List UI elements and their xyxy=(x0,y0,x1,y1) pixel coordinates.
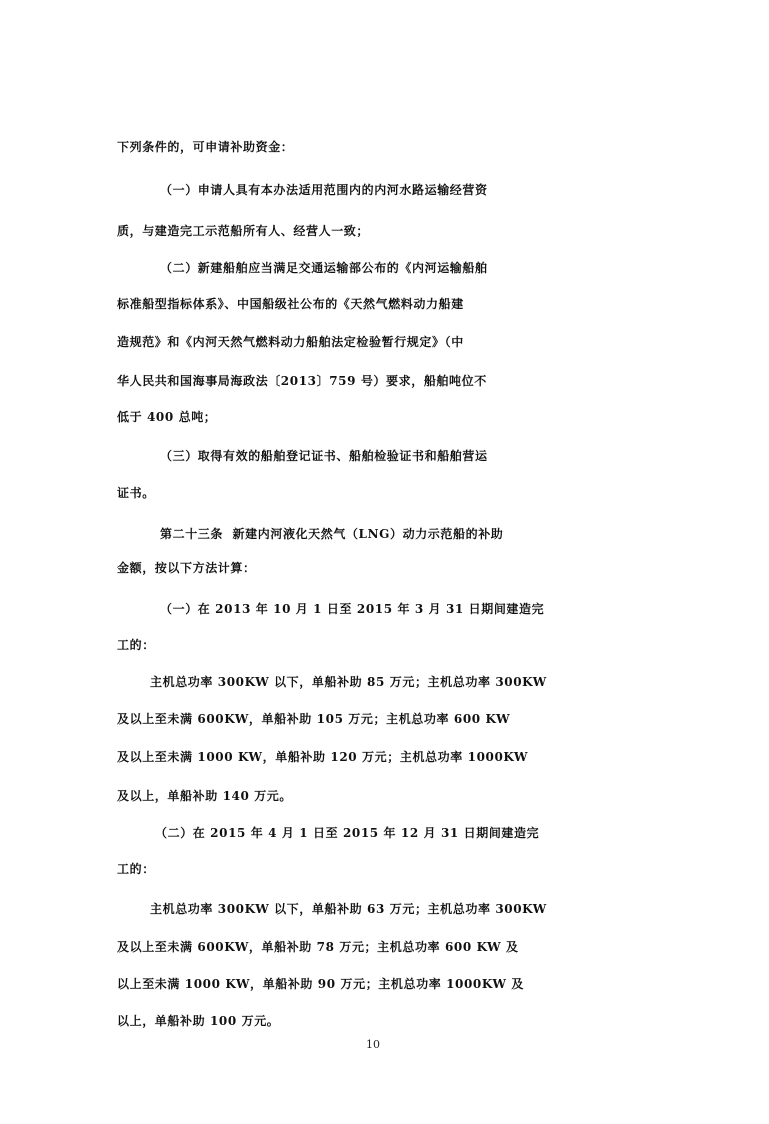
text-line: 主机总功率 300KW 以下，单船补助 85 万元；主机总功率 300KW xyxy=(150,675,547,689)
text-line: 及以上至未满 600KW，单船补助 78 万元；主机总功率 600 KW 及 xyxy=(117,940,519,954)
text-line: 质，与建造完工示范船所有人、经营人一致； xyxy=(117,224,370,238)
text-line: 工的： xyxy=(117,638,155,652)
text-line: （二）新建船舶应当满足交通运输部公布的《内河运输船舶 xyxy=(160,261,488,275)
text-line: 及以上至未满 1000 KW，单船补助 120 万元；主机总功率 1000KW xyxy=(117,750,529,764)
text-line: （三）取得有效的船舶登记证书、船舶检验证书和船舶营运 xyxy=(160,449,488,463)
text-line: 低于 400 总吨； xyxy=(117,410,217,424)
text-line: 华人民共和国海事局海政法〔2013〕759 号）要求，船舶吨位不 xyxy=(117,374,487,388)
text-line: 工的： xyxy=(117,862,155,876)
text-line: （二）在 2015 年 4 月 1 日至 2015 年 12 月 31 日期间建造完 xyxy=(155,826,540,840)
text-line: （一）在 2013 年 10 月 1 日至 2015 年 3 月 31 日期间建造完 xyxy=(160,602,545,616)
text-line: 及以上至未满 600KW，单船补助 105 万元；主机总功率 600 KW xyxy=(117,712,511,726)
text-line: 以上至未满 1000 KW，单船补助 90 万元；主机总功率 1000KW 及 xyxy=(117,977,524,991)
text-line: 造规范》和《内河天然气燃料动力船舶法定检验暂行规定》（中 xyxy=(117,335,464,349)
text-line: 金额，按以下方法计算： xyxy=(117,561,256,575)
text-line: （一）申请人具有本办法适用范围内的内河水路运输经营资 xyxy=(160,183,488,197)
text-line: 及以上，单船补助 140 万元。 xyxy=(117,789,293,803)
text-line: 标准船型指标体系》、中国船级社公布的《天然气燃料动力船建 xyxy=(117,297,464,311)
text-line: 以上，单船补助 100 万元。 xyxy=(117,1014,280,1028)
text-line: 下列条件的，可申请补助资金： xyxy=(117,140,294,154)
text-line: 主机总功率 300KW 以下，单船补助 63 万元；主机总功率 300KW xyxy=(150,902,547,916)
text-line: 证书。 xyxy=(117,486,155,500)
page-number: 10 xyxy=(366,1038,380,1051)
text-line: 第二十三条 新建内河液化天然气（LNG）动力示范船的补助 xyxy=(160,527,504,541)
